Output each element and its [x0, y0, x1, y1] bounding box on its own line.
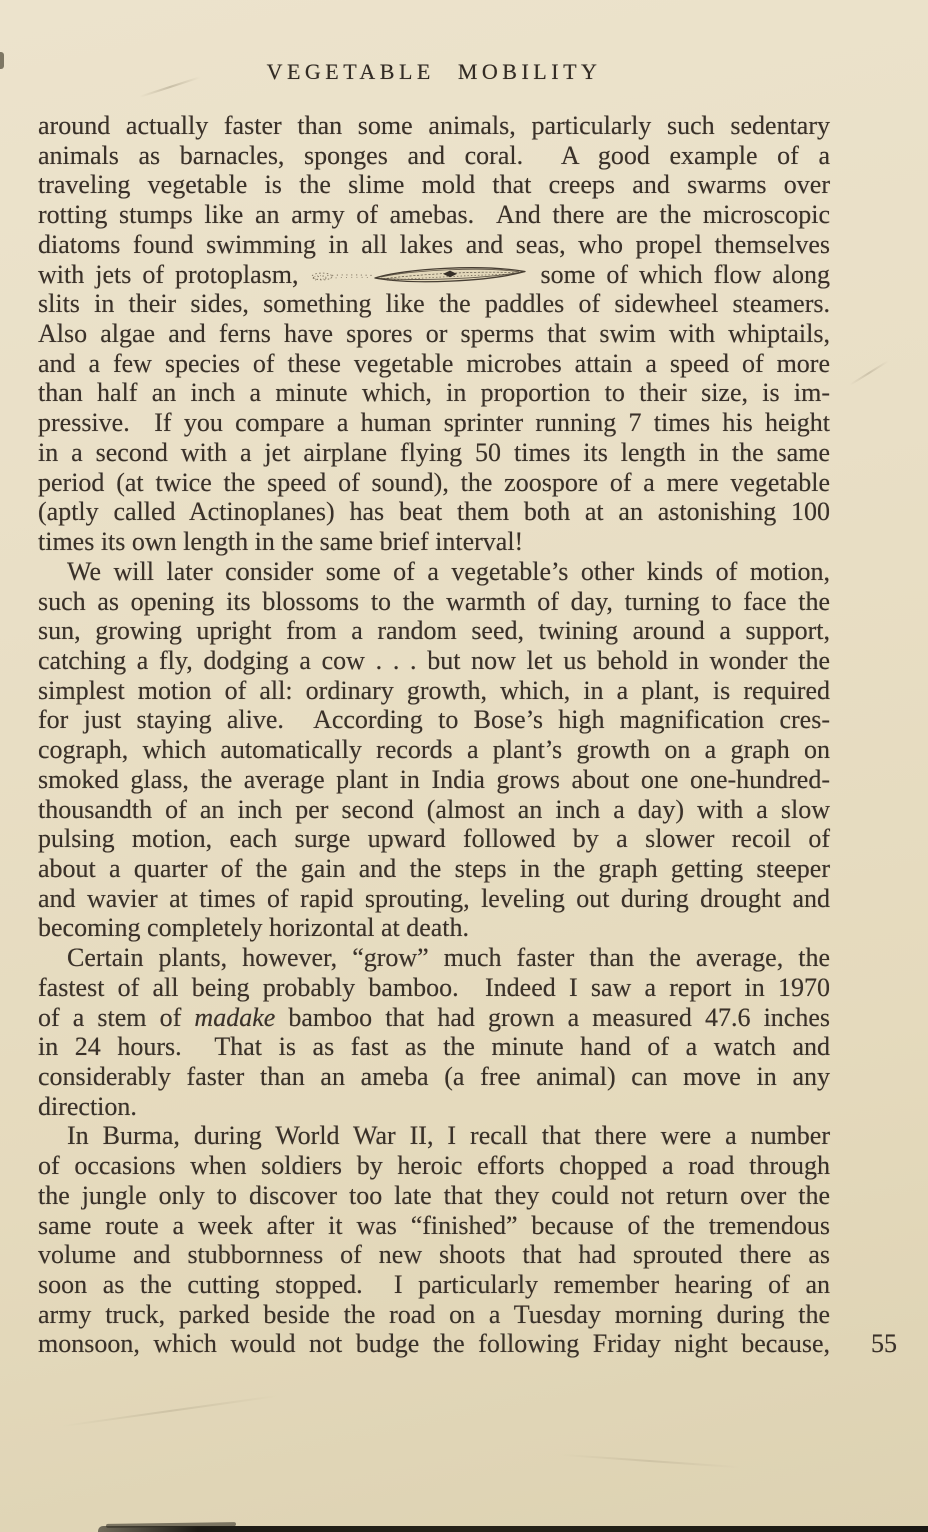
text-line — [38, 349, 830, 379]
text-line — [38, 913, 830, 943]
text-line — [38, 646, 830, 676]
paper-scratch — [560, 1454, 740, 1469]
text-line — [38, 795, 830, 825]
page-number: 55 — [871, 1329, 897, 1358]
text-line — [38, 557, 830, 587]
running-header: VEGETABLE MOBILITY — [266, 59, 602, 84]
text-segment: monsoon, which would not budge the following Friday night because, — [38, 1329, 830, 1359]
text-segment: period (at twice the speed of sound), the zoospore of a mere vegetable — [38, 467, 830, 497]
text-segment: same route a week after it was “finished” because of the tremendous — [38, 1210, 830, 1240]
text-line — [38, 289, 830, 319]
text-line — [38, 735, 830, 765]
paper-scratch — [61, 1395, 279, 1428]
text-line — [38, 1300, 830, 1330]
text-segment: such as opening its blossoms to the warmth of day, turning to face the — [38, 586, 830, 616]
text-segment: becoming completely horizontal at death. — [38, 913, 470, 943]
text-line — [38, 141, 830, 171]
text-line — [38, 438, 830, 468]
text-line — [38, 765, 830, 795]
text-segment: slits in their sides, something like the paddles of sidewheel steamers. — [38, 289, 830, 319]
text-segment: In Burma, during World War II, I recall that there were a number — [67, 1121, 830, 1151]
diatom-illustration — [309, 260, 529, 292]
text-segment: than half an inch a minute which, in proportion to their size, is im- — [38, 378, 830, 408]
text-line — [38, 200, 830, 230]
text-line — [38, 319, 830, 349]
text-line — [38, 170, 830, 200]
text-segment: about a quarter of the gain and the steps in the graph getting steeper — [38, 853, 830, 883]
text-line — [38, 616, 830, 646]
text-segment: catching a fly, dodging a cow . . . but now let us behold in wonder the — [38, 645, 830, 675]
text-line — [38, 527, 830, 557]
text-segment: bamboo that had grown a measured 47.6 inches — [275, 1002, 830, 1032]
text-line — [38, 705, 830, 735]
text-line — [38, 408, 830, 438]
text-line — [38, 230, 830, 260]
scan-edge-speck — [0, 52, 4, 69]
text-line — [38, 1181, 830, 1211]
text-segment: for just staying alive. According to Bose’s high magnification cres- — [38, 705, 830, 735]
text-line — [38, 1032, 830, 1062]
paragraph — [38, 1121, 830, 1359]
text-line — [38, 111, 830, 141]
text-segment: animals as barnacles, sponges and coral. A good example of a — [38, 140, 830, 170]
text-line — [38, 676, 830, 706]
text-segment: around actually faster than some animals, particularly such sedentary — [38, 111, 830, 140]
italic-text: madake — [194, 1002, 276, 1032]
text-segment: of a stem of — [38, 1002, 195, 1032]
paragraph — [38, 943, 830, 1121]
text-segment: soon as the cutting stopped. I particularly remember hearing of an — [38, 1270, 830, 1300]
text-line — [38, 1062, 830, 1092]
text-segment: sun, growing upright from a random seed, twining around a support, — [38, 616, 830, 646]
text-segment: diatoms found swimming in all lakes and seas, who propel themselves — [38, 229, 830, 259]
text-segment: with jets of protoplasm, — [38, 259, 299, 289]
text-segment: in 24 hours. That is as fast as the minute hand of a watch and — [38, 1032, 830, 1062]
text-line — [38, 378, 830, 408]
paper-scratch — [849, 360, 889, 386]
text-segment: and a few species of these vegetable microbes attain a speed of more — [38, 348, 830, 378]
text-segment: army truck, parked beside the road on a Tuesday morning during the — [38, 1299, 830, 1329]
text-segment: Certain plants, however, “grow” much faster than the average, the — [67, 943, 830, 973]
text-line — [38, 1211, 830, 1241]
text-segment: (aptly called Actinoplanes) has beat them both at an astonishing 100 — [38, 497, 830, 527]
text-segment: of occasions when soldiers by heroic efforts chopped a road through — [38, 1151, 830, 1181]
text-line — [38, 1121, 830, 1151]
text-segment: traveling vegetable is the slime mold that creeps and swarms over — [38, 170, 830, 200]
text-segment: We will later consider some of a vegetable’s other kinds of motion, — [67, 556, 830, 586]
text-line — [38, 973, 830, 1003]
text-segment: direction. — [38, 1091, 137, 1121]
text-line — [38, 1270, 830, 1300]
text-block — [38, 111, 830, 1359]
text-segment: pulsing motion, each surge upward followed by a slower recoil of — [38, 824, 830, 854]
text-segment: and wavier at times of rapid sprouting, leveling out during drought and — [38, 883, 830, 913]
text-line — [38, 497, 830, 527]
text-line — [38, 1092, 830, 1122]
text-line — [38, 468, 830, 498]
text-segment: some of which flow along — [540, 259, 830, 289]
text-segment: considerably faster than an ameba (a free animal) can move in any — [38, 1062, 830, 1091]
paragraph — [38, 557, 830, 943]
text-segment: cograph, which automatically records a plant’s growth on a graph on — [38, 735, 830, 765]
text-line — [38, 824, 830, 854]
text-line — [38, 1151, 830, 1181]
text-line — [38, 260, 830, 290]
text-segment: Also algae and ferns have spores or sperms that swim with whiptails, — [38, 319, 830, 349]
text-segment: thousandth of an inch per second (almost an inch a day) with a slow — [38, 794, 830, 824]
text-line — [38, 1003, 830, 1033]
text-segment: in a second with a jet airplane flying 50 times its length in the same — [38, 437, 830, 467]
text-line — [38, 1240, 830, 1270]
text-segment: pressive. If you compare a human sprinter running 7 times his height — [38, 408, 830, 438]
paragraph — [38, 111, 830, 557]
text-segment: rotting stumps like an army of amebas. And there are the microscopic — [38, 200, 830, 230]
text-segment: the jungle only to discover too late that they could not return over the — [38, 1180, 830, 1210]
text-line — [38, 884, 830, 914]
bottom-edge-shadow — [98, 1526, 928, 1532]
text-line — [38, 1329, 830, 1359]
text-segment: simplest motion of all: ordinary growth, which, in a plant, is required — [38, 675, 830, 705]
text-segment: times its own length in the same brief interval! — [38, 527, 524, 557]
text-segment: smoked glass, the average plant in India grows about one one-hundred- — [38, 764, 830, 794]
text-segment: fastest of all being probably bamboo. Indeed I saw a report in 1970 — [38, 972, 830, 1002]
text-line — [38, 943, 830, 973]
text-segment: volume and stubbornness of new shoots that had sprouted there as — [38, 1240, 830, 1270]
text-line — [38, 854, 830, 884]
text-line — [38, 587, 830, 617]
